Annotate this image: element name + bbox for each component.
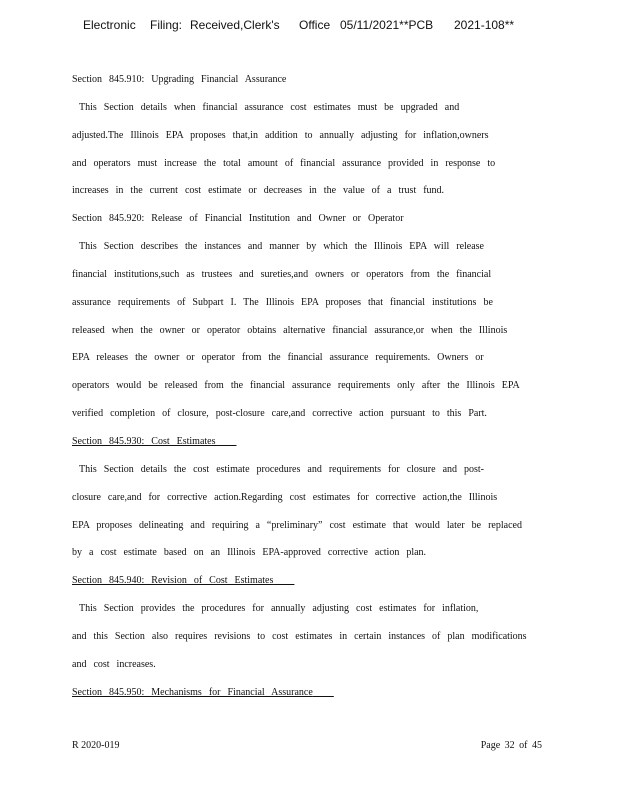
- body-line: closure care,and for corrective action.Regarding cost estimates for corrective action,the Illinois: [72, 491, 498, 503]
- body-line: operators would be released from the financial assurance requirements only after the Illinois EPA: [72, 380, 520, 392]
- body-line: and this Section also requires revisions to cost estimates in certain instances of plan modifications: [72, 630, 527, 642]
- body-line: This Section details when financial assurance cost estimates must be upgraded and: [79, 101, 460, 113]
- body-line: EPA proposes delineating and requiring a “preliminary” cost estimate that would later be replaced: [72, 519, 522, 531]
- body-line: This Section details the cost estimate procedures and requirements for closure and post-: [79, 463, 485, 475]
- header-docket: 2021-108**: [454, 18, 515, 32]
- body-line: released when the owner or operator obtains alternative financial assurance,or when the Illinois: [72, 324, 508, 336]
- section-heading-underlined: Section 845.930: Cost Estimates: [72, 435, 216, 447]
- section-heading-underlined: Section 845.950: Mechanisms for Financial Assurance: [72, 686, 313, 698]
- header-received: Received,Clerk's: [190, 18, 280, 32]
- body-line: increases in the current cost estimate or decreases in the value of a trust fund.: [72, 185, 445, 197]
- body-line: This Section provides the procedures for annually adjusting cost estimates for inflation,: [79, 603, 479, 615]
- body-line: EPA releases the owner or operator from the financial assurance requirements. Owners or: [72, 352, 484, 364]
- body-line: verified completion of closure, post-closure care,and corrective action pursuant to this Part.: [72, 408, 487, 420]
- footer-docket-number: R 2020-019: [72, 740, 120, 751]
- header-filing: Filing:: [150, 18, 183, 32]
- body-line: and cost increases.: [72, 658, 156, 670]
- footer-page-number: Page 32 of 45: [480, 740, 542, 751]
- body-line: This Section describes the instances and manner by which the Illinois EPA will release: [79, 241, 484, 253]
- document-body: [72, 70, 542, 710]
- section-heading: Section 845.920: Release of Financial Institution and Owner or Operator: [72, 213, 404, 225]
- body-line: and operators must increase the total amount of financial assurance provided in response to: [72, 157, 496, 169]
- section-heading: Section 845.910: Upgrading Financial Assurance: [72, 74, 287, 85]
- header-date: 05/11/2021**PCB: [340, 18, 434, 32]
- body-line: financial institutions,such as trustees and sureties,and owners or operators from the financial: [72, 268, 492, 280]
- header-office: Office: [299, 18, 331, 32]
- header-electronic: Electronic: [83, 18, 136, 32]
- body-line: adjusted.The Illinois EPA proposes that,in addition to annually adjusting for inflation,owners: [72, 129, 489, 141]
- body-line: by a cost estimate based on an Illinois EPA-approved corrective action plan.: [72, 547, 427, 559]
- section-heading-underlined: Section 845.940: Revision of Cost Estimates: [72, 575, 274, 587]
- body-line: assurance requirements of Subpart I. The Illinois EPA proposes that financial institutions be: [72, 296, 493, 308]
